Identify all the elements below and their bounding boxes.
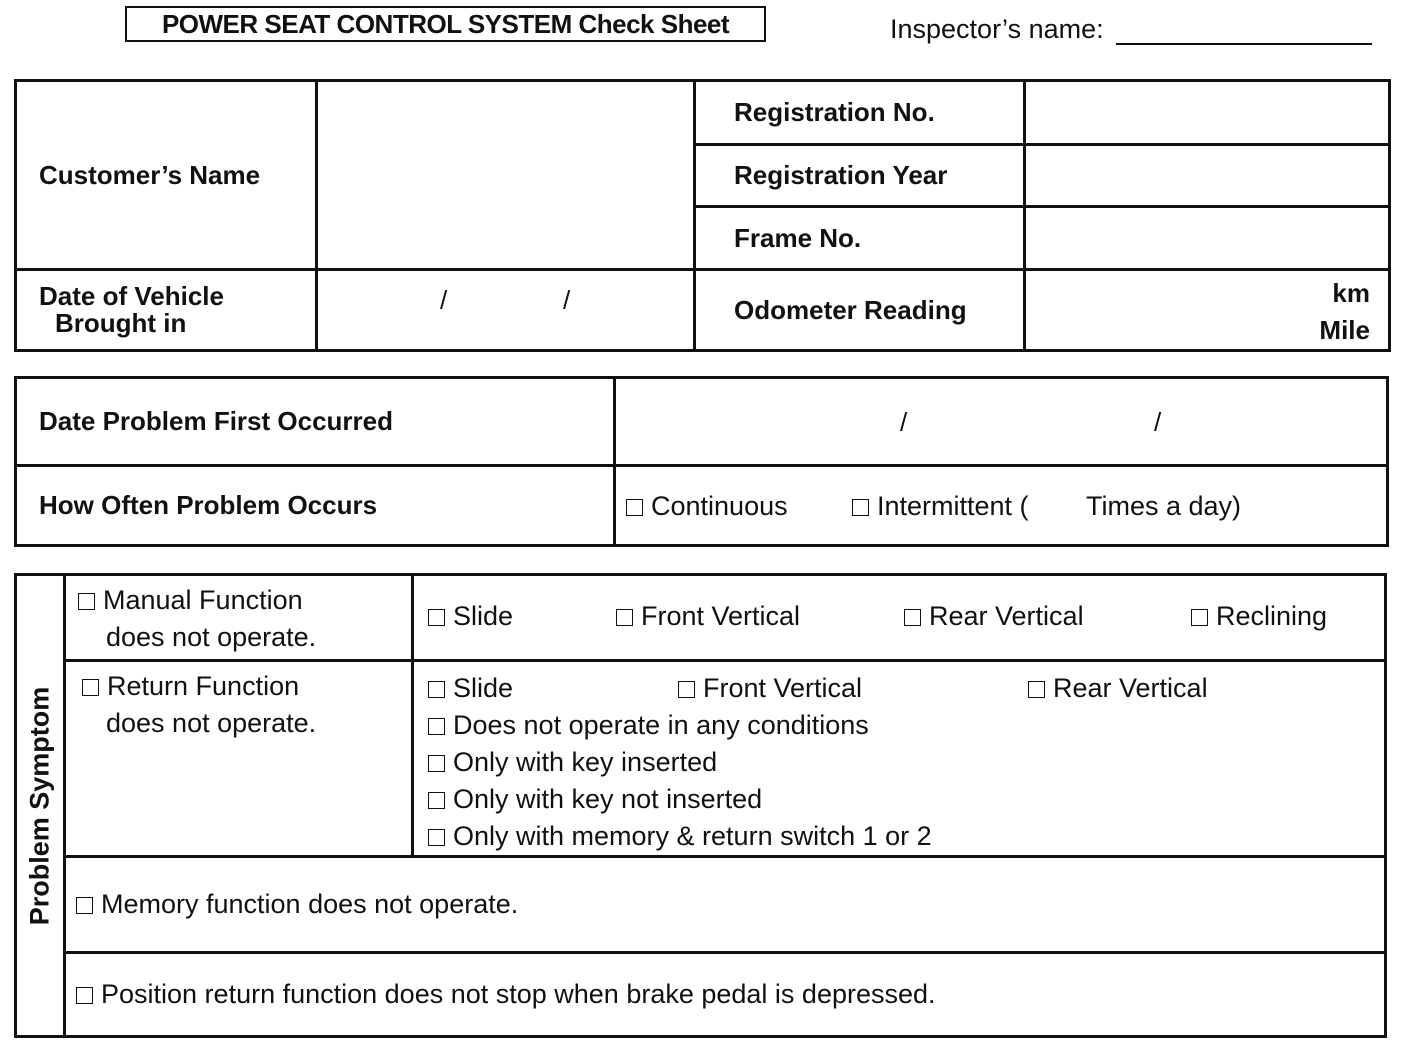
return-front-vertical-option[interactable] [678,670,862,707]
registration-year-label: Registration Year [695,145,1025,207]
checkbox-icon[interactable] [616,609,633,626]
problem-symptom-label: Problem Symptom [24,686,55,925]
registration-no-field[interactable] [1025,81,1390,145]
inspector-name-field[interactable] [1116,43,1372,45]
return-function-label-line2: does not operate. [106,708,317,738]
memory-function-label: Memory function does not operate. [101,889,519,919]
date-separator: / [900,407,908,437]
condition-memory-switch-label: Only with memory & return switch 1 or 2 [453,821,932,851]
occurrence-table [14,376,1389,547]
manual-rear-vertical-option[interactable] [904,598,1084,635]
date-brought-in-label-line2: Brought in [55,308,187,338]
manual-reclining-label: Reclining [1216,601,1328,631]
checkbox-icon[interactable] [852,499,869,516]
manual-function-label-line2: does not operate. [106,622,317,652]
checkbox-icon[interactable] [428,609,445,626]
checkbox-icon[interactable] [678,681,695,698]
manual-reclining-option[interactable] [1191,598,1327,635]
condition-key-inserted-label: Only with key inserted [453,747,718,777]
odometer-unit-km: km [1332,278,1370,308]
position-return-label: Position return function does not stop when brake pedal is depressed. [101,979,936,1009]
checkbox-icon[interactable] [76,897,93,914]
checkbox-icon[interactable] [76,987,93,1004]
checkbox-icon[interactable] [428,681,445,698]
checkbox-icon[interactable] [428,829,445,846]
return-function-label: Return Function [107,671,300,701]
date-first-occurred-field[interactable] [615,378,1388,466]
date-brought-in-field[interactable] [317,270,695,351]
date-brought-in-label-line1: Date of Vehicle [39,281,224,311]
frame-no-field[interactable] [1025,207,1390,270]
condition-any-option[interactable] [428,707,1384,744]
checkbox-icon[interactable] [1191,609,1208,626]
return-function-cell [65,661,413,857]
odometer-field[interactable] [1025,270,1390,351]
date-separator: / [440,285,448,315]
inspector-name-label: Inspector’s name: [890,14,1104,44]
odometer-label: Odometer Reading [695,270,1025,351]
checkbox-icon[interactable] [428,718,445,735]
intermittent-label: Intermittent ( [877,491,1029,521]
manual-front-vertical-label: Front Vertical [641,601,801,631]
vehicle-info-table [14,79,1391,352]
how-often-label: How Often Problem Occurs [16,466,615,546]
registration-year-field[interactable] [1025,145,1390,207]
return-rear-vertical-option[interactable] [1028,670,1208,707]
registration-no-label: Registration No. [695,81,1025,145]
manual-function-options [413,575,1386,661]
sheet-title: POWER SEAT CONTROL SYSTEM Check Sheet [125,6,766,42]
manual-slide-label: Slide [453,601,514,631]
condition-key-inserted-option[interactable] [428,744,1384,781]
checkbox-icon[interactable] [626,499,643,516]
condition-key-not-inserted-label: Only with key not inserted [453,784,763,814]
how-often-options [615,466,1388,546]
return-slide-label: Slide [453,673,514,703]
checkbox-icon[interactable] [904,609,921,626]
condition-any-label: Does not operate in any conditions [453,710,869,740]
frame-no-label: Frame No. [695,207,1025,270]
condition-memory-switch-option[interactable] [428,818,1384,855]
customer-name-field[interactable] [317,81,695,270]
problem-symptom-header [16,575,65,1037]
checkbox-icon[interactable] [428,792,445,809]
date-brought-in-label [16,270,317,351]
manual-rear-vertical-label: Rear Vertical [929,601,1084,631]
manual-function-cell [65,575,413,661]
intermittent-option[interactable] [852,491,1029,522]
continuous-label: Continuous [651,491,788,521]
odometer-unit-mile: Mile [1319,315,1370,345]
condition-key-not-inserted-option[interactable] [428,781,1384,818]
manual-function-label: Manual Function [103,585,303,615]
times-a-day-label: Times a day) [1086,491,1242,521]
manual-front-vertical-option[interactable] [616,598,800,635]
memory-function-option[interactable] [65,857,1386,953]
return-function-options [413,661,1386,857]
date-separator: / [563,285,571,315]
date-first-occurred-label: Date Problem First Occurred [16,378,615,466]
return-function-option[interactable] [82,668,411,705]
checkbox-icon[interactable] [428,755,445,772]
date-separator: / [1154,407,1162,437]
continuous-option[interactable] [626,491,788,522]
problem-symptom-table [14,573,1387,1038]
customer-name-label: Customer’s Name [16,81,317,270]
checkbox-icon[interactable] [78,593,95,610]
return-front-vertical-label: Front Vertical [703,673,863,703]
position-return-option[interactable] [65,953,1386,1037]
checkbox-icon[interactable] [82,679,99,696]
checkbox-icon[interactable] [1028,681,1045,698]
return-slide-option[interactable] [428,670,513,707]
return-direction-row [428,670,1384,707]
return-rear-vertical-label: Rear Vertical [1053,673,1208,703]
manual-function-option[interactable] [78,582,411,619]
manual-slide-option[interactable] [428,598,513,635]
